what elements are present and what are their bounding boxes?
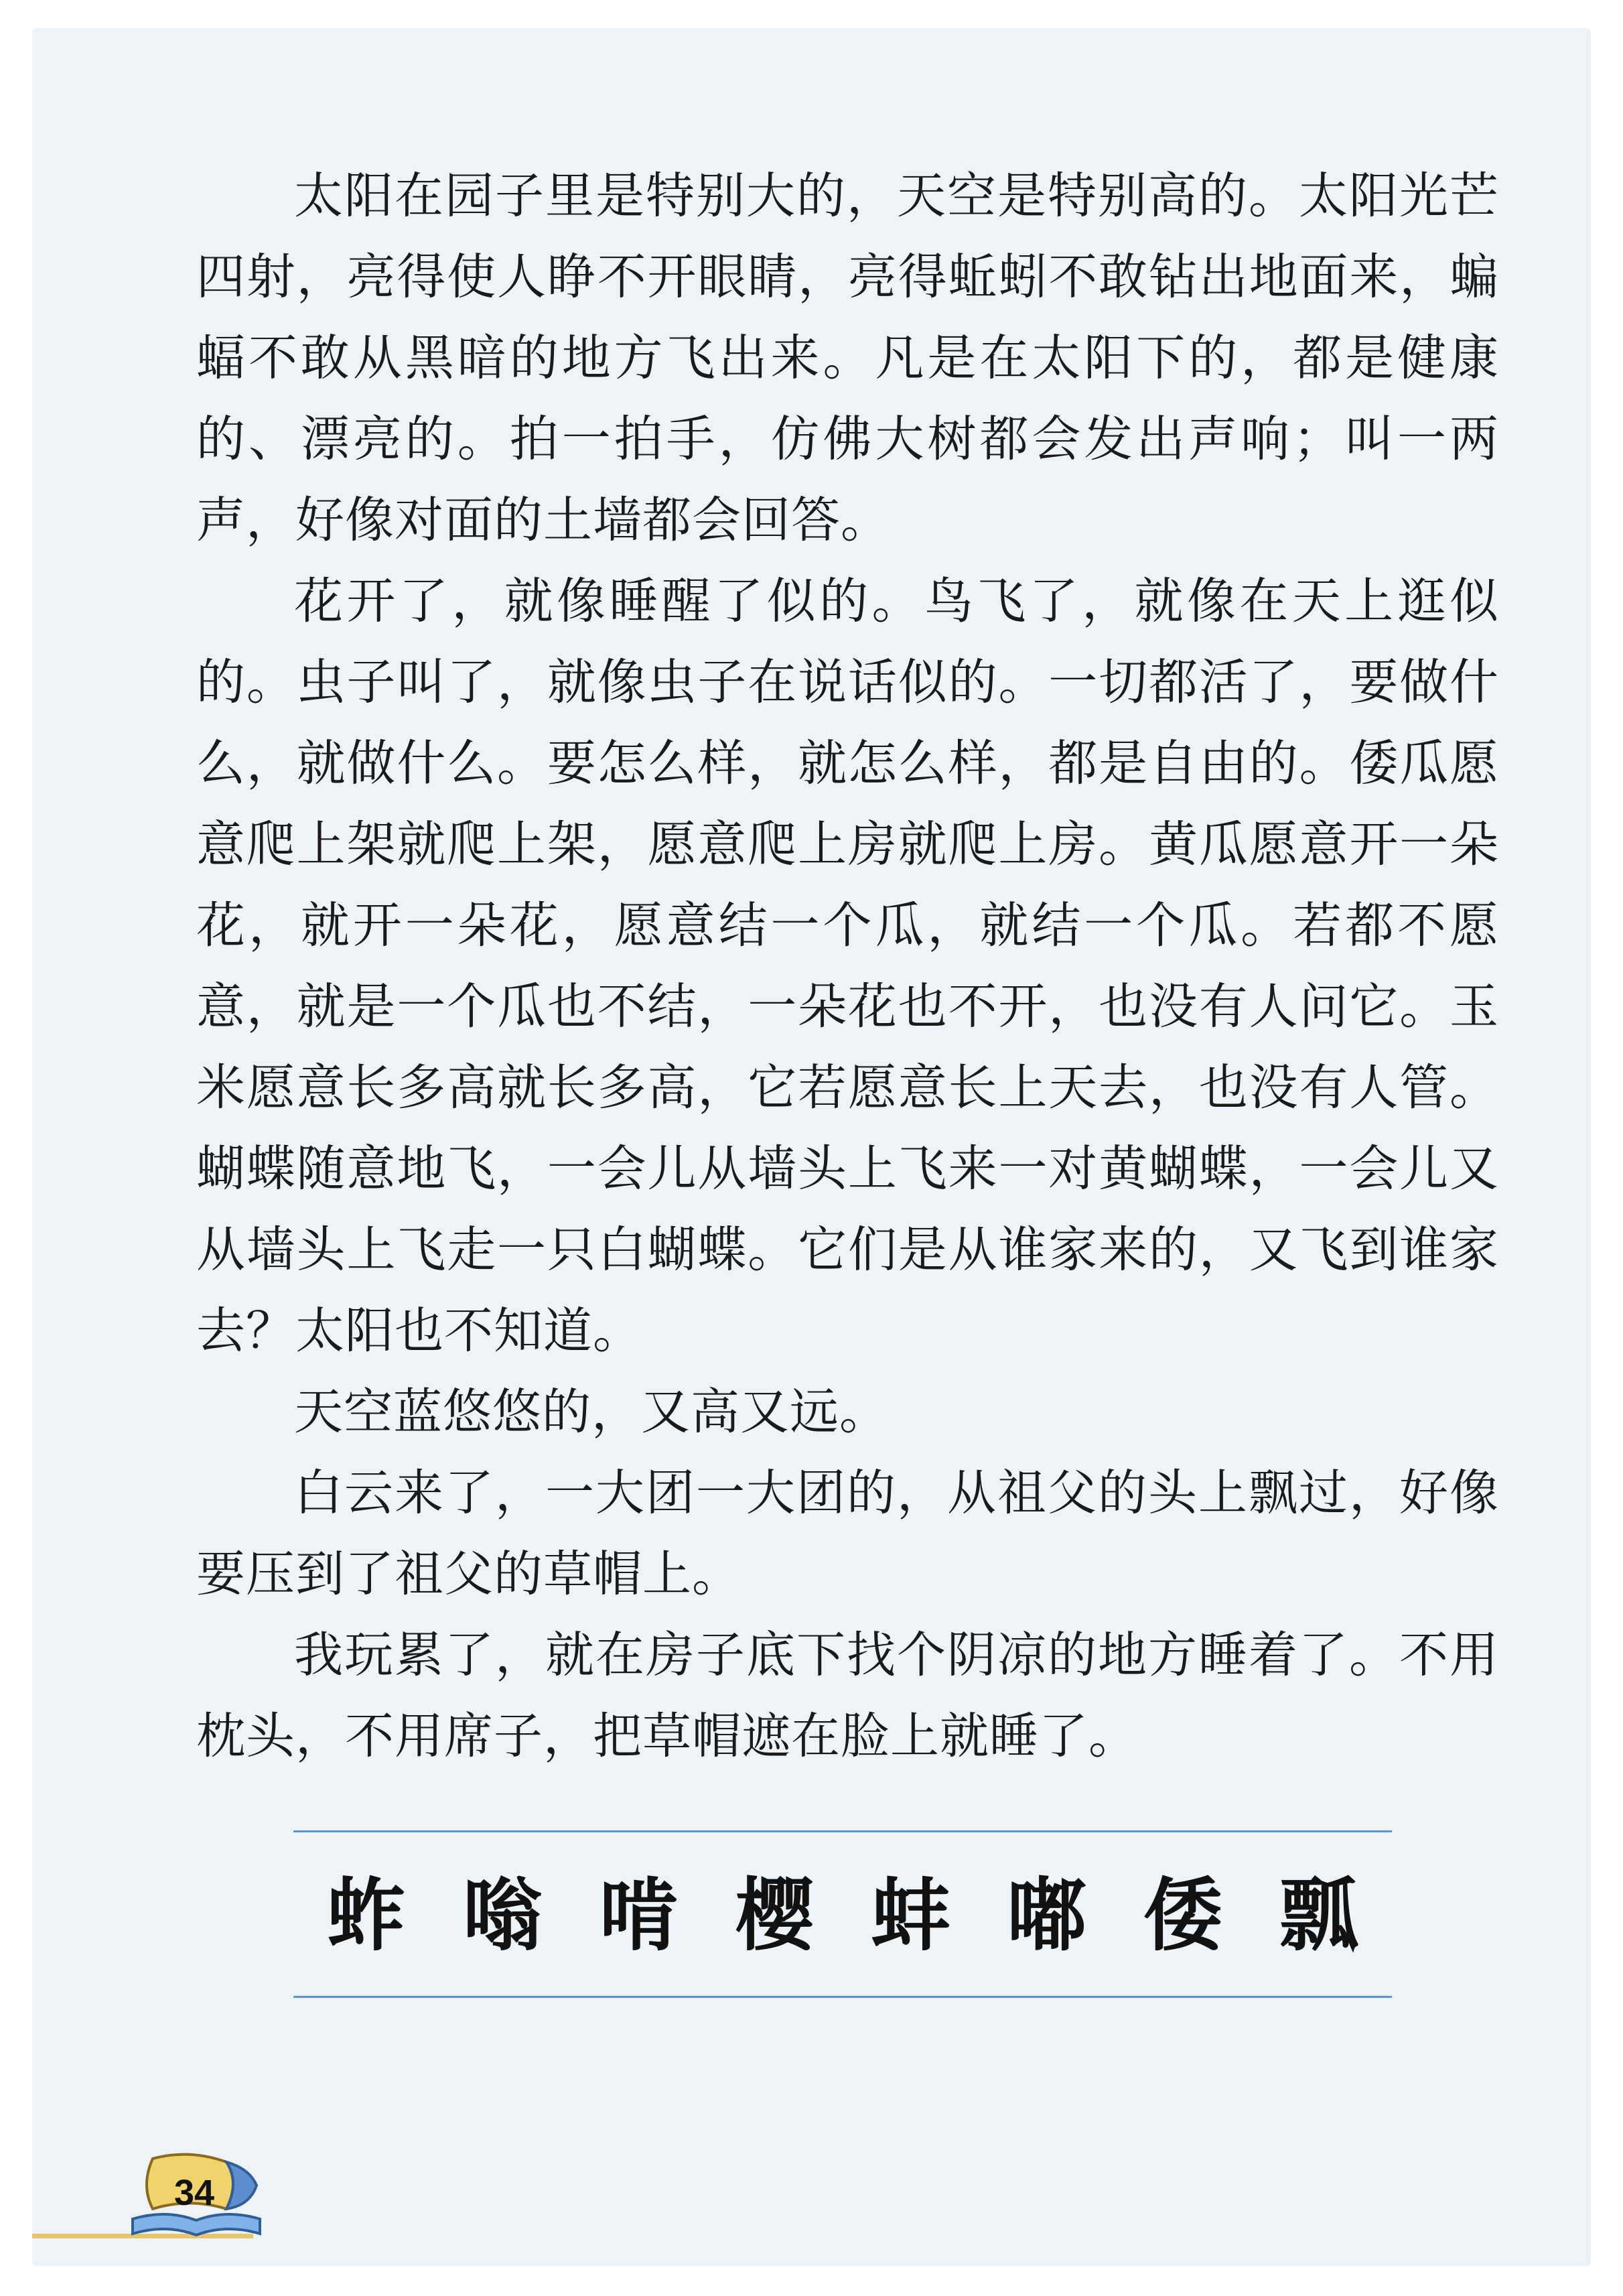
textbook-page: [32, 28, 1591, 2266]
new-words-box: [293, 1830, 1392, 1998]
paragraph-3: 天空蓝悠悠的，又高又远。: [294, 1383, 889, 1440]
new-word: 瓢: [1279, 1869, 1358, 1962]
page-number: 34: [174, 2173, 215, 2213]
bottom-rule: [293, 1996, 1392, 1998]
new-word: 啃: [599, 1869, 679, 1962]
new-word: 蚱: [327, 1869, 407, 1962]
new-word: 倭: [1143, 1869, 1222, 1962]
top-rule: [293, 1830, 1392, 1832]
paragraph-2: 花开了，就像睡醒了似的。鸟飞了，就像在天上逛似的。虫子叫了，就像虫子在说话似的。一切都活了，要做什么，就做什么。要怎么样，就怎么样，都是自由的。倭瓜愿意爬上架就爬上架，愿意爬上房就爬上房。黄瓜愿意开一朵花，就开一朵花，愿意结一个瓜，就结一个瓜。若都不愿意，就是一个瓜也不结，一朵花也不开，也没有人问它。玉米愿意长多高就长多高，它若愿意长上天去，也没有人管。蝴蝶随意地飞，一会儿从墙头上飞来一对黄蝴蝶，一会儿又从墙头上飞走一只白蝴蝶。它们是从谁家来的，又飞到谁家去？太阳也不知道。: [196, 573, 1499, 1359]
paragraph-5: 我玩累了，就在房子底下找个阴凉的地方睡着了。不用枕头，不用席子，把草帽遮在脸上就睡了。: [196, 1627, 1499, 1765]
paragraph-4: 白云来了，一大团一大团的，从祖父的头上飘过，好像要压到了祖父的草帽上。: [196, 1465, 1499, 1603]
new-word: 蚌: [871, 1869, 950, 1962]
paragraph-1: 太阳在园子里是特别大的，天空是特别高的。太阳光芒四射，亮得使人睁不开眼睛，亮得蚯蚓不敢钻出地面来，蝙蝠不敢从黑暗的地方飞出来。凡是在太阳下的，都是健康的、漂亮的。拍一拍手，仿佛大树都会发出声响；叫一两声，好像对面的土墙都会回答。: [196, 167, 1499, 549]
new-word: 嘟: [1007, 1869, 1086, 1962]
story-text: [196, 155, 1499, 1777]
new-word: 嗡: [463, 1869, 543, 1962]
page-number-badge: [126, 2145, 267, 2246]
new-word: 樱: [735, 1869, 815, 1962]
new-words-row: [293, 1865, 1392, 1966]
